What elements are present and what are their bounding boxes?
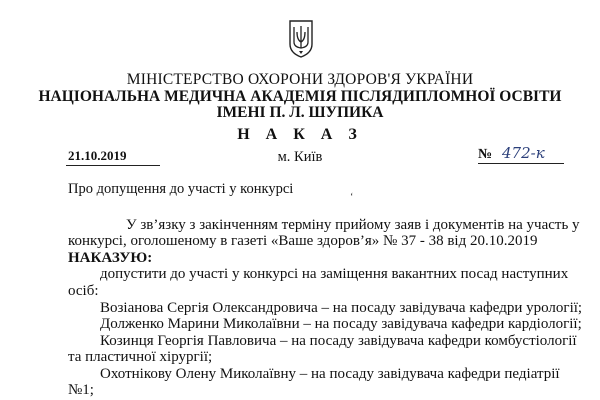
document-city: м. Київ [277, 149, 323, 165]
number-sign: № [478, 147, 493, 162]
handwritten-number: 472-к [502, 144, 545, 162]
academy-namesake: ІМЕНІ П. Л. ШУПИКА [216, 104, 384, 121]
intro-paragraph-line2: конкурсі, оголошеному в газеті «Ваше здоров’я» № 37 - 38 від 20.10.2019 [68, 233, 538, 249]
stray-mark: ‘ [350, 192, 354, 203]
candidate-item: Охотнікову Олену Миколаївну – на посаду завідувача кафедри педіатрії [100, 366, 560, 382]
candidate-item-continuation: №1; [68, 382, 94, 398]
document-date: 21.10.2019 [66, 148, 160, 166]
document-title: Н А К А З [237, 126, 363, 143]
order-heading: НАКАЗУЮ: [68, 250, 153, 266]
admit-line2: осіб: [68, 283, 99, 299]
candidate-item: Возіанова Сергія Олександровича – на посаду завідувача кафедри урології; [100, 300, 583, 316]
document-number-field [478, 146, 564, 164]
academy-name: НАЦІОНАЛЬНА МЕДИЧНА АКАДЕМІЯ ПІСЛЯДИПЛОМНОЇ ОСВІТИ [38, 88, 562, 105]
ministry-name: МІНІСТЕРСТВО ОХОРОНИ ЗДОРОВ'Я УКРАЇНИ [126, 71, 474, 88]
admit-line1: допустити до участі у конкурсі на заміщення вакантних посад наступних [100, 266, 569, 282]
candidate-item: Козинця Георгія Павловича – на посаду завідувача кафедри комбустіології [100, 333, 577, 349]
candidate-item-continuation: та пластичної хірургії; [68, 349, 213, 365]
intro-paragraph-line1: У зв’язку з закінченням терміну прийому заяв і документів на участь у [126, 217, 580, 233]
document-subject: Про допущення до участі у конкурсі [68, 181, 294, 197]
trident-emblem-icon [288, 18, 314, 58]
candidate-item: Долженко Марини Миколаївни – на посаду завідувача кафедри кардіології; [100, 316, 582, 332]
